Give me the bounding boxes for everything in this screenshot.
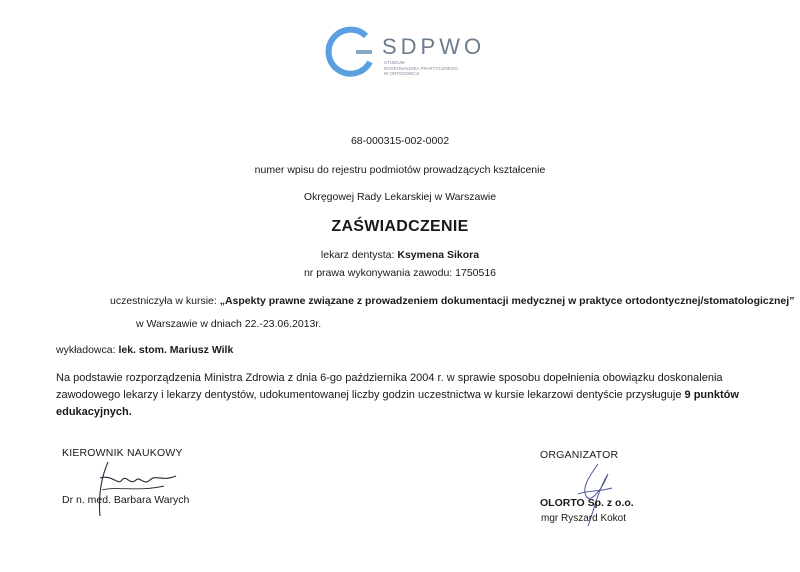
left-signatory-name: Dr n. med. Barbara Warych	[62, 494, 190, 506]
right-signatory-name: mgr Ryszard Kokot	[541, 513, 627, 524]
statement-points: 9 punktów edukacyjnych.	[56, 389, 739, 418]
license-line	[0, 267, 800, 279]
license-label: nr prawa wykonywania zawodu:	[303, 267, 453, 279]
logo-subtitle	[384, 60, 474, 77]
organizer-company: OLORTO Sp. z o.o.	[540, 497, 634, 509]
registry-caption: numer wpisu do rejestru podmiotów prowadzących kształcenie	[254, 164, 546, 176]
lecturer-label: wykładowca:	[56, 344, 116, 356]
statement-text: Na podstawie rozporządzenia Ministra Zdrowia z dnia 6-go października 2004 r. w sprawie sposobu dopełnienia obowiązku doskonalenia zawodowego lekarzy i lekarzy dentystów, udokumentowanej liczby godzin uczestnictwa w kursie lekarzowi dentyście przysługuje	[56, 372, 723, 401]
left-signature-heading: KIEROWNIK NAUKOWY	[62, 447, 183, 459]
logo-name: SDPWO	[382, 34, 486, 59]
right-signature-heading: ORGANIZATOR	[540, 449, 619, 461]
ring-logo-icon	[322, 24, 382, 80]
course-title: „Aspekty prawne związane z prowadzeniem dokumentacji medycznej w praktyce ortodontycznej/stomatologicznej”	[219, 295, 795, 307]
course-dates: w Warszawie w dniach 22.-23.06.2013r.	[136, 318, 322, 330]
lecturer-line	[56, 344, 233, 356]
logo-subtitle-line: DOSKONALENIA PRAKTYCZNEGO	[384, 65, 458, 71]
recipient-role-label: lekarz dentysta:	[320, 249, 395, 261]
registry-number: 68-000315-002-0002	[350, 135, 450, 147]
sdpwo-logo	[322, 24, 486, 80]
lecturer-name: lek. stom. Mariusz Wilk	[118, 344, 234, 356]
logo-subtitle-line: W ORTODONCJI	[384, 71, 420, 76]
license-number: 1750516	[455, 267, 497, 279]
course-line	[110, 295, 794, 307]
recipient-name: Ksymena Sikora	[397, 249, 480, 261]
logo-subtitle-line: STUDIUM	[384, 60, 405, 65]
course-label: uczestniczyła w kursie:	[110, 295, 217, 307]
left-handwritten-signature	[78, 456, 188, 526]
document-title: ZAŚWIADCZENIE	[331, 218, 469, 235]
statement-paragraph	[56, 370, 776, 421]
recipient-line	[0, 249, 800, 261]
council-name: Okręgowej Rady Lekarskiej w Warszawie	[303, 191, 497, 203]
